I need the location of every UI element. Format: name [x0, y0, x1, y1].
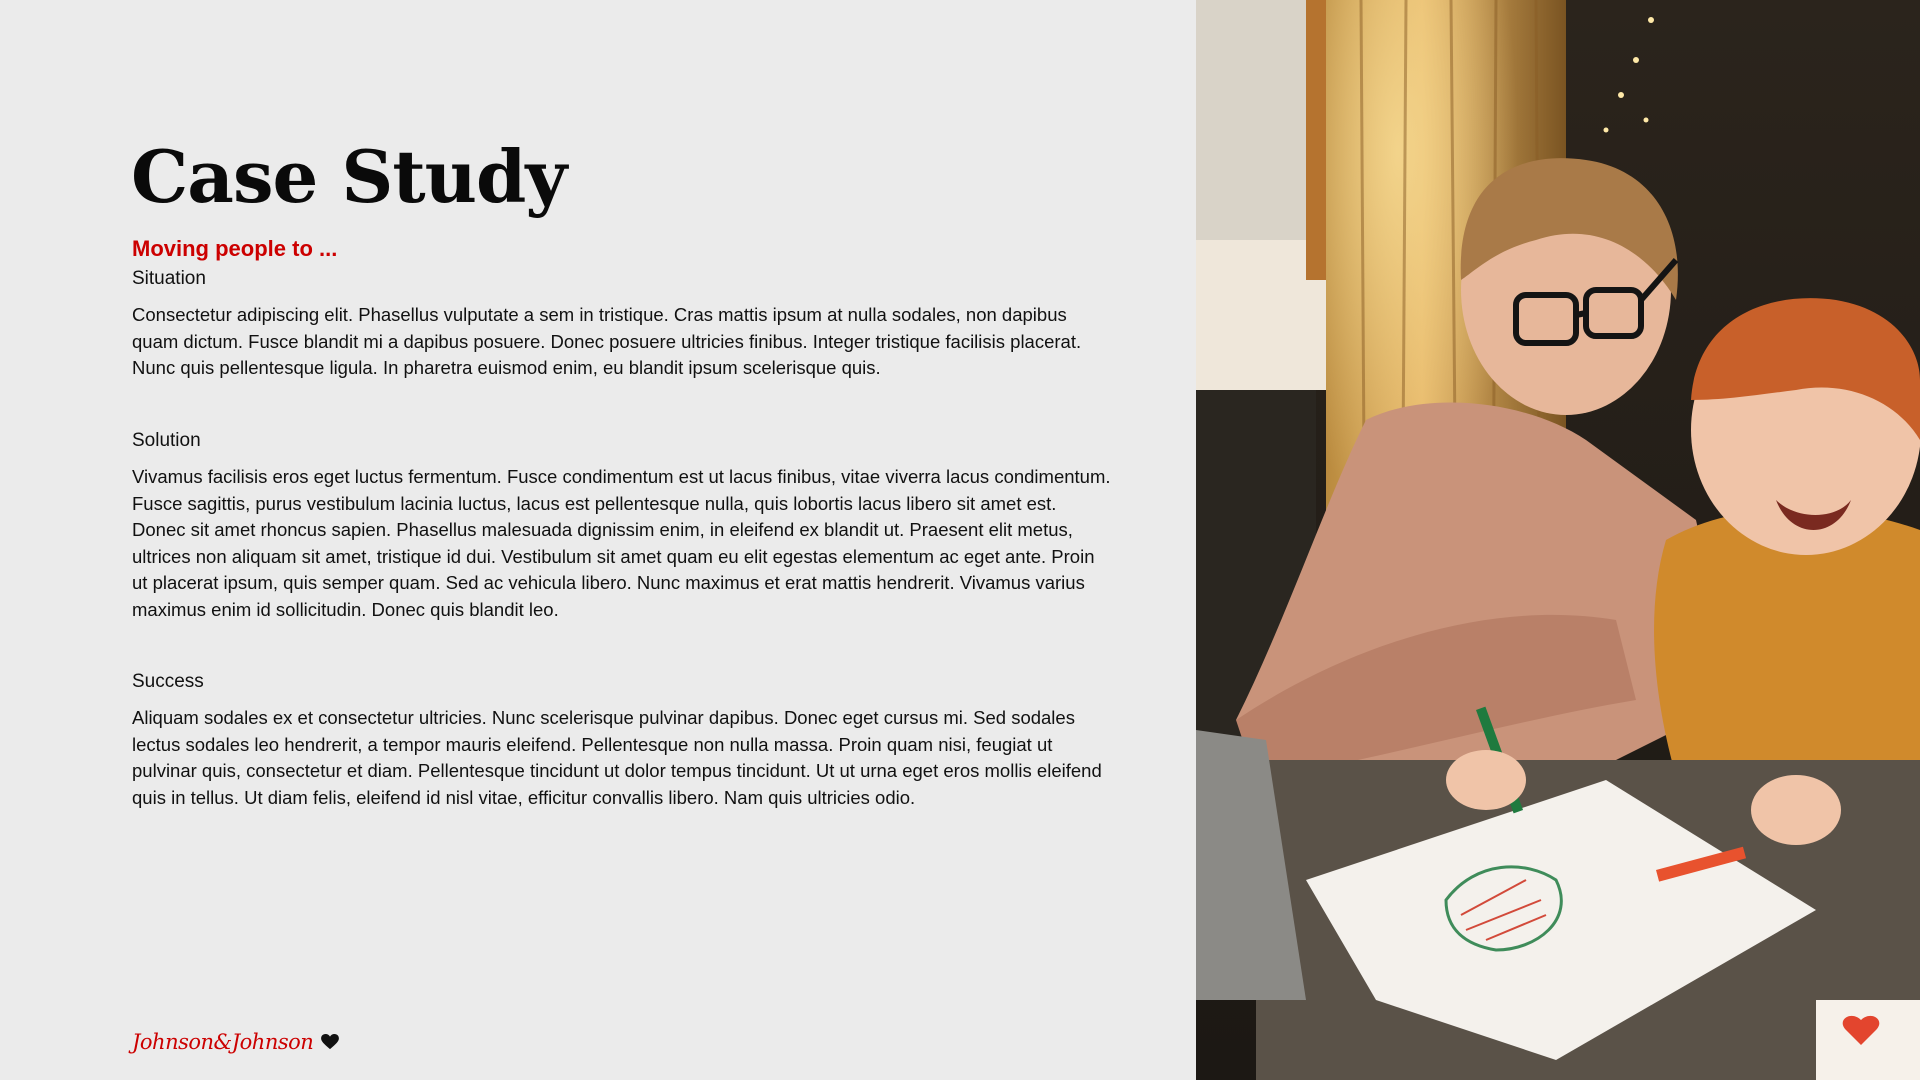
section-body: Aliquam sodales ex et consectetur ultricies. Nunc scelerisque pulvinar dapibus. Donec eget cursus mi. Sed sodales lectus sodales leo hendrerit, a tempor mauris eleifend. Pellentesque non nulla massa. Proin quam nisi, feugiat ut pulvinar quis, consectetur et diam. Pellentesque tincidunt ut dolor tempus tincidunt. Ut ut urna eget eros mollis eleifend quis in tellus. Ut diam felis, eleifend id nisl vitae, efficitur convallis libero. Nam quis ultricies odio.	[132, 707, 1102, 808]
section-body: Consectetur adipiscing elit. Phasellus vulputate a sem in tristique. Cras mattis ipsum at nulla sodales, non dapibus quam dictum. Fusce blandit mi a dapibus posuere. Donec posuere ultricies finibus. Integer tristique facilisis placerat. Nunc quis pellentesque ligula. In pharetra euismod enim, eu blandit ipsum scelerisque quis.	[132, 304, 1082, 378]
section-heading: Solution	[132, 430, 201, 451]
brand-logo	[132, 1030, 339, 1054]
page-title: Case Study	[131, 134, 567, 219]
section-heading: Success	[132, 671, 204, 692]
section-situation	[132, 266, 1112, 382]
section-heading: Situation	[132, 268, 206, 289]
heart-icon	[321, 1034, 339, 1050]
photo-woman-child-drawing	[1196, 0, 1920, 1080]
logo-wordmark: Johnson&Johnson	[132, 1030, 314, 1054]
section-solution	[132, 428, 1112, 623]
section-body: Vivamus facilisis eros eget luctus fermentum. Fusce condimentum est ut lacus finibus, vitae viverra lacus condimentum. Fusce sagittis, purus vestibulum lacinia luctus, lacus est pellentesque nulla, quis lobortis lacus libero sit amet est. Donec sit amet rhoncus sapien. Phasellus malesuada dignissim enim, in eleifend ex blandit ut. Praesent elit metus, ultrices non aliquam sit amet, tristique id dui. Vestibulum sit amet quam eu elit egestas elementum ac eget ante. Proin ut placerat ipsum, quis semper quam. Sed ac vehicula libero. Nunc maximus et erat mattis hendrerit. Vivamus varius maximus enim id sollicitudin. Donec quis blandit leo.	[132, 466, 1111, 620]
subtitle: Moving people to ...	[132, 236, 338, 261]
section-success	[132, 669, 1112, 811]
